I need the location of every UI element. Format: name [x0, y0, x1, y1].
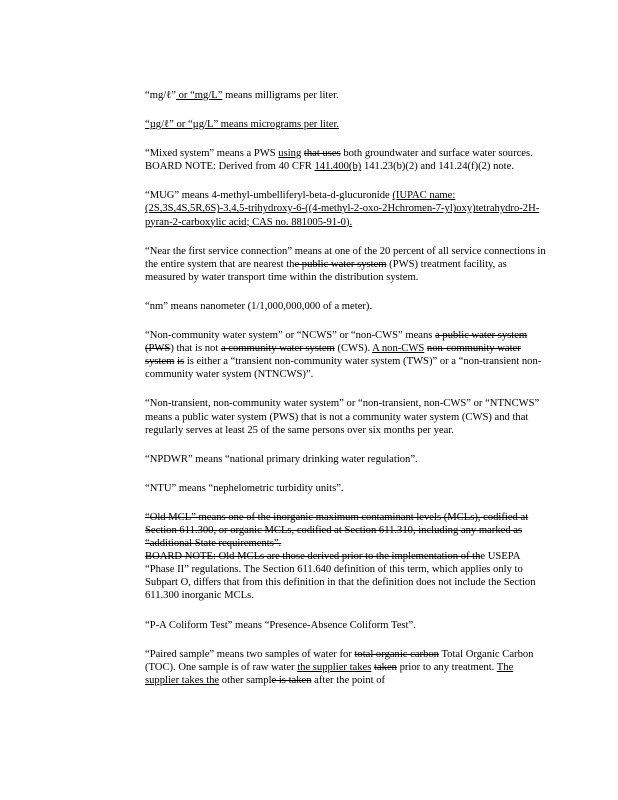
text-run: prior to any treatment.	[396, 661, 497, 673]
text-run: “MUG” means 4-methyl-umbelliferyl-beta-d-glucuronide	[145, 190, 393, 202]
text-run: both groundwater and surface water sources.	[340, 148, 533, 160]
definition-paragraph	[145, 118, 548, 131]
definition-paragraph	[145, 89, 548, 102]
definition-paragraph	[145, 648, 548, 687]
underlined-text: or “mg/L”	[175, 90, 223, 101]
struck-text: e is taken	[271, 674, 312, 686]
underlined-text: “µg/ℓ” or “µg/L” means micrograms per liter.	[145, 119, 340, 131]
definition-paragraph	[145, 189, 548, 228]
underlined-text: A non-CWS	[372, 343, 425, 355]
struck-text: is	[177, 356, 185, 368]
text-run: means milligrams per liter.	[222, 90, 339, 101]
definition-paragraph	[145, 245, 548, 284]
text-run: (PWS) treatment facility, as measured by water transport time within the distribution system.	[145, 258, 507, 283]
text-run: “NPDWR” means “national primary drinking water regulation”.	[145, 453, 418, 465]
struck-text: “Old MCL” means one of the inorganic maximum contaminant levels (MCLs), codified at Section 611.300, or organic MCLs, codified at Section 611.310, including any marked as “additional State requirements”.	[145, 511, 529, 550]
text-run: “Non-community water system” or “NCWS” or “non-CWS” means	[145, 330, 436, 342]
definition-paragraph	[145, 329, 548, 381]
definition-paragraph	[145, 619, 548, 632]
text-run: is either a “transient non-community water system (TWS)” or a “non-transient non-community water system (NTNCWS)”.	[145, 356, 542, 381]
text-run: “Near the first service connection” means at one of the 20 percent of all service connections in the entire system that are nearest th	[145, 245, 546, 270]
struck-text: that uses	[303, 148, 341, 160]
text-run: e USEPA “Phase II” regulations. The Section 611.640 definition of this term, which applies only to Subpart O, differs that from this definition in that the definition does not include the Section 611.300 inorganic MCLs.	[145, 551, 536, 602]
struck-text: total organic carbon	[354, 648, 439, 660]
text-run: “NTU” means “nephelometric turbidity units”.	[145, 482, 344, 494]
text-run: Total Organic Carbon (TOC). One sample is of raw water	[145, 648, 534, 673]
definition-paragraph	[145, 300, 548, 313]
underlined-text: (IUPAC name: (2S,3S,4S,5R,6S)-3,4,5-trihydroxy-6-((4-methyl-2-oxo-2Hchromen-7-yl)oxy)tetrahydro-2H-pyran-2-carboxylic acid; CAS no. 881005-91-0).	[145, 190, 540, 228]
text-run: “P-A Coliform Test” means “Presence-Absence Coliform Test”.	[145, 619, 416, 631]
underlined-text: using	[278, 148, 302, 160]
definition-paragraph	[145, 397, 548, 436]
text-run: other sampl	[219, 674, 272, 686]
struck-text: a community water system	[220, 343, 335, 355]
underlined-text: The	[496, 661, 514, 673]
underlined-text: supplier takes the	[145, 674, 220, 686]
underlined-text: the supplier takes	[297, 661, 372, 673]
text-run: BOARD NOTE: Derived from 40 CFR	[145, 161, 315, 173]
definitions-text	[145, 89, 548, 687]
text-run: 141.23(b)(2) and 141.24(f)(2) note.	[361, 161, 514, 173]
text-run: “nm” means nanometer (1/1,000,000,000 of a meter).	[145, 300, 373, 312]
struck-text: taken	[374, 661, 397, 673]
text-run: “Paired sample” means two samples of water for	[145, 648, 355, 660]
definition-paragraph	[145, 147, 548, 173]
text-run: “Non-transient, non-community water system” or “non-transient, non-CWS” or “NTNCWS” means a public water system (PWS) that is not a community water system (CWS) and that regularly serves at least 25 of the same persons over six months per year.	[145, 398, 540, 436]
text-run: ) that is not	[170, 343, 221, 355]
text-run: “Mixed system” means a PWS	[145, 148, 279, 160]
struck-text: non-community water system	[145, 343, 521, 368]
text-run: “mg/ℓ”	[145, 90, 176, 101]
struck-text: (PWS	[145, 343, 171, 355]
text-run: after the point of	[311, 674, 386, 686]
struck-text: BOARD NOTE: Old MCLs are those derived prior to the implementation of th	[145, 551, 481, 563]
struck-text: e public water system	[294, 258, 387, 270]
definition-paragraph	[145, 511, 548, 603]
struck-text: a public water system	[435, 330, 528, 342]
underlined-text: 141.400(b)	[314, 161, 362, 173]
definition-paragraph	[145, 482, 548, 495]
text-run: (CWS).	[334, 343, 373, 355]
definition-paragraph	[145, 453, 548, 466]
